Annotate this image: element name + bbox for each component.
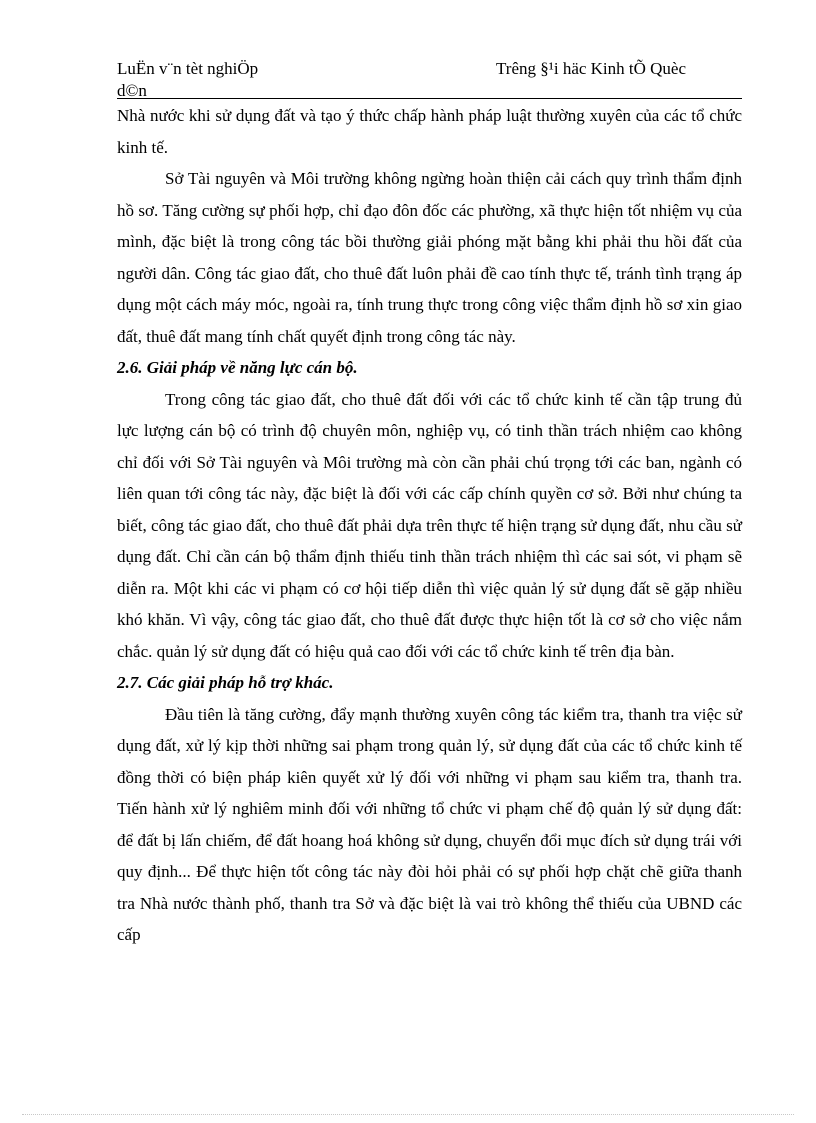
- page-bottom-divider: [22, 1114, 794, 1115]
- paragraph-continuation: Nhà nước khi sử dụng đất và tạo ý thức chấp hành pháp luật thường xuyên của các tổ chức kinh tế.: [117, 106, 742, 157]
- paragraph-nang-luc-can-bo: Trong công tác giao đất, cho thuê đất đối với các tổ chức kinh tế cần tập trung đủ lực lượng cán bộ có trình độ chuyên môn, nghiệp vụ, có tinh thần trách nhiệm cao không chỉ đối với Sở Tài nguyên và Môi trường mà còn cần phải chú trọng tới các ban, ngành có liên quan tới công tác này, đặc biệt là đối với các cấp chính quyền cơ sở. Bởi như chúng ta biết, công tác giao đất, cho thuê đất phải dựa trên thực tế hiện trạng sử dụng đất, nhu cầu sử dụng đất. Chỉ cần cán bộ thẩm định thiếu tinh thần trách nhiệm thì các sai sót, vi phạm sẽ diễn ra. Một khi các vi phạm có cơ hội tiếp diễn thì việc quản lý sử dụng đất sẽ gặp nhiều khó khăn. Vì vậy, công tác giao đất, cho thuê đất được thực hiện tốt là cơ sở cho việc nắm chắc. quản lý sử dụng đất có hiệu quả cao đối với các tổ chức kinh tế trên địa bàn.: [117, 389, 742, 661]
- page-header: [117, 58, 742, 99]
- section-heading-2-7: 2.7. Các giải pháp hỗ trợ khác.: [117, 673, 334, 692]
- paragraph-so-tai-nguyen: Sở Tài nguyên và Môi trường không ngừng hoàn thiện cải cách quy trình thẩm định hồ sơ. Tăng cường sự phối hợp, chỉ đạo đôn đốc các phường, xã thực hiện tốt nhiệm vụ của mình, đặc biệt là trong công tác bồi thường giải phóng mặt bằng khi phải thu hồi đất của người dân. Công tác giao đất, cho thuê đất luôn phải đề cao tính thực tế, tránh tình trạng áp dụng một cách máy móc, ngoài ra, tính trung thực trong công việc thẩm định hồ sơ xin giao đất, thuê đất mang tính chất quyết định trong công tác này.: [117, 169, 742, 346]
- header-left-line1: LuËn v¨n tèt nghiÖp: [117, 59, 259, 78]
- section-heading-2-6: 2.6. Giải pháp về năng lực cán bộ.: [117, 358, 358, 377]
- header-left-line2: d©n: [117, 81, 147, 100]
- document-body: [117, 100, 742, 951]
- header-left: [117, 58, 337, 102]
- header-right: Trêng §¹i häc Kinh tÕ Quèc: [496, 59, 687, 78]
- paragraph-giai-phap-ho-tro: Đầu tiên là tăng cường, đẩy mạnh thường xuyên công tác kiểm tra, thanh tra việc sử dụng đất, xử lý kịp thời những sai phạm trong quản lý, sử dụng đất của các tổ chức kinh tế đồng thời có biện pháp kiên quyết xử lý đối với những vi phạm sau kiểm tra, thanh tra. Tiến hành xử lý nghiêm minh đối với những tổ chức vi phạm chế độ quản lý sử dụng đất: để đất bị lấn chiếm, để đất hoang hoá không sử dụng, chuyển đổi mục đích sử dụng trái với quy định... Để thực hiện tốt công tác này đòi hỏi phải có sự phối hợp chặt chẽ giữa thanh tra Nhà nước thành phố, thanh tra Sở và đặc biệt là vai trò không thể thiếu của UBND các cấp: [117, 704, 742, 944]
